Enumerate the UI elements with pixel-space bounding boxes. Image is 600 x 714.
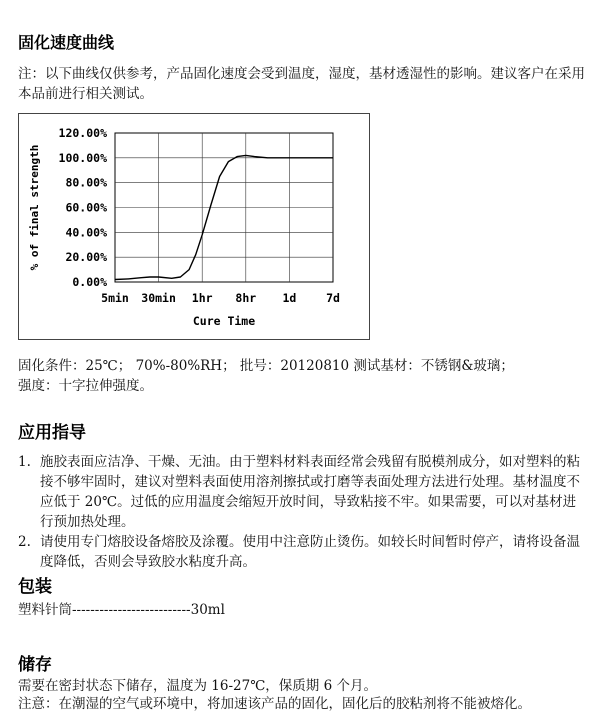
y-tick-label: 60.00% xyxy=(65,200,107,215)
cure-strength-line xyxy=(115,155,333,279)
cure-conditions-line1: 固化条件：25℃； 70%-80%RH； 批号：20120810 测试基材：不锈钢&玻璃； xyxy=(18,358,514,374)
packaging-heading: 包装 xyxy=(18,577,52,597)
cure-curve-svg xyxy=(19,114,369,339)
application-item-1 xyxy=(18,452,588,532)
x-tick-label: 8hr xyxy=(235,291,257,305)
cure-curve-chart xyxy=(18,113,370,340)
cure-curve-note: 注：以下曲线仅供参考，产品固化速度会受到温度，湿度，基材透湿性的影响。建议客户在采用本品前进行相关测试。 xyxy=(18,66,585,102)
y-axis-label: % of final strength xyxy=(28,144,41,271)
x-tick-label: 1d xyxy=(282,291,297,305)
application-item-text: 请使用专门熔胶设备熔胶及涂覆。使用中注意防止烫伤。如较长时间暂时停产，请将设备温度降低，否则会导致胶水粘度升高。 xyxy=(40,534,580,570)
application-item-2 xyxy=(18,532,588,572)
application-list xyxy=(18,452,588,572)
x-tick-label: 5min xyxy=(101,291,129,305)
cure-curve-heading: 固化速度曲线 xyxy=(18,33,115,52)
application-heading: 应用指导 xyxy=(18,423,86,443)
storage-heading: 储存 xyxy=(18,655,52,675)
application-item-number: 1. xyxy=(18,454,31,470)
application-item-number: 2. xyxy=(18,534,31,550)
y-tick-label: 0.00% xyxy=(72,275,107,289)
packaging-line: 塑料针筒--------------------------30ml xyxy=(18,602,225,618)
y-tick-label: 120.00% xyxy=(58,126,107,140)
x-tick-label: 1hr xyxy=(191,291,213,305)
application-item-text: 施胶表面应洁净、干燥、无油。由于塑料材料表面经常会残留有脱模剂成分，如对塑料的粘接不够牢固时，建议对塑料表面使用溶剂擦拭或打磨等表面处理方法进行处理。基材温度不应低于 20℃。过低的应用温度会缩短开放时间，导致粘接不牢。如果需要，可以对基材进行预加热处理。 xyxy=(40,454,580,530)
storage-line2: 注意：在潮湿的空气或环境中，将加速该产品的固化，固化后的胶粘剂将不能被熔化。 xyxy=(18,696,531,712)
y-tick-label: 40.00% xyxy=(65,225,107,240)
x-tick-label: 7d xyxy=(326,291,340,305)
y-tick-label: 80.00% xyxy=(65,175,107,190)
cure-conditions-line2: 强度：十字拉伸强度。 xyxy=(18,378,153,394)
x-tick-label: 30min xyxy=(141,291,176,305)
y-tick-label: 20.00% xyxy=(65,250,107,265)
x-axis-label: Cure Time xyxy=(192,314,256,328)
storage-line1: 需要在密封状态下储存，温度为 16-27℃，保质期 6 个月。 xyxy=(18,678,377,694)
y-tick-label: 100.00% xyxy=(58,150,107,165)
